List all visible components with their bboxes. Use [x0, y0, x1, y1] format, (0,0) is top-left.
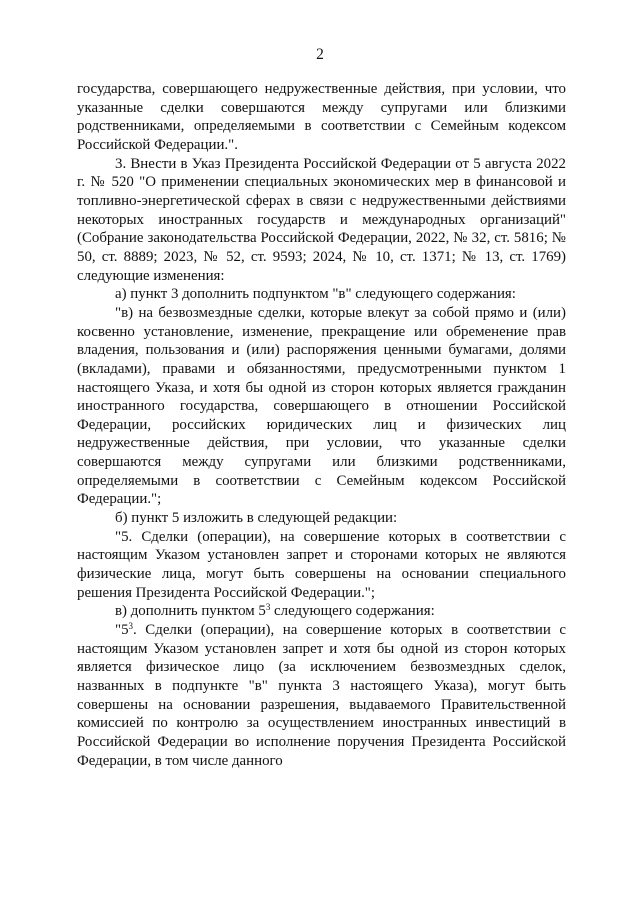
paragraph-continuation: государства, совершающего недружественные действия, при условии, что указанные сделки совершаются между супругами или близкими родственниками, определяемыми в соответствии с Семейным кодексом Российской Федерации.".: [77, 81, 566, 153]
subitem-v-text-end: следующего содержания:: [270, 603, 435, 620]
superscript: 3: [265, 602, 271, 613]
paragraph-quote-5-3: [77, 621, 566, 770]
subitem-v-text: в) дополнить пунктом 5: [115, 603, 266, 620]
paragraph-subitem-b: б) пункт 5 изложить в следующей редакции:: [115, 510, 398, 527]
page-number: 2: [316, 46, 324, 63]
paragraph-subitem-a: а) пункт 3 дополнить подпунктом "в" следующего содержания:: [115, 286, 516, 303]
document-body: [77, 80, 566, 770]
paragraph-quote-v: "в) на безвозмездные сделки, которые влекут за собой прямо и (или) косвенно установление, изменение, прекращение или обременение прав владения, пользования и (или) распоряжения ценными бумагами, долями (вкладами), правами и обязанностями, предусмотренными пунктом 1 настоящего Указа, и хотя бы одной из сторон которых является гражданин иностранного государства, совершающего в отношении Российской Федерации, российских юридических лиц и физических лиц недружественные действия, при условии, что указанные сделки совершаются между супругами или близкими родственниками, определяемыми в соответствии с Семейным кодексом Российской Федерации.";: [77, 304, 566, 508]
superscript: 3: [128, 621, 134, 632]
paragraph-item-3: 3. Внести в Указ Президента Российской Федерации от 5 августа 2022 г. № 520 "О применении специальных экономических мер в финансовой и топливно-энергетической сферах в связи с недружественными действиями некоторых иностранных государств и международных организаций" (Собрание законодательства Российской Федерации, 2022, № 32, ст. 5816; № 50, ст. 8889; 2023, № 52, ст. 9593; 2024, № 10, ст. 1371; № 13, ст. 1769) следующие изменения:: [77, 155, 566, 284]
quote-5-3-number: "5: [115, 622, 129, 639]
quote-5-3-text: . Сделки (операции), на совершение которых в соответствии с настоящим Указом установлен запрет и хотя бы одной из сторон которых является физическое лицо (за исключением безвозмездных сделок, названных в подпункте "в" пункта 3 настоящего Указа), могут быть совершены на основании разрешения, выдаваемого Правительственной комиссией по контролю за осуществлением иностранных инвестиций в Российской Федерации во исполнение поручения Президента Российской Федерации, в том числе данного: [77, 622, 566, 769]
paragraph-subitem-v: [77, 602, 566, 621]
paragraph-quote-5: "5. Сделки (операции), на совершение которых в соответствии с настоящим Указом установлен запрет и сторонами которых не являются физические лица, могут быть совершены на основании специального решения Президента Российской Федерации.";: [77, 528, 566, 601]
